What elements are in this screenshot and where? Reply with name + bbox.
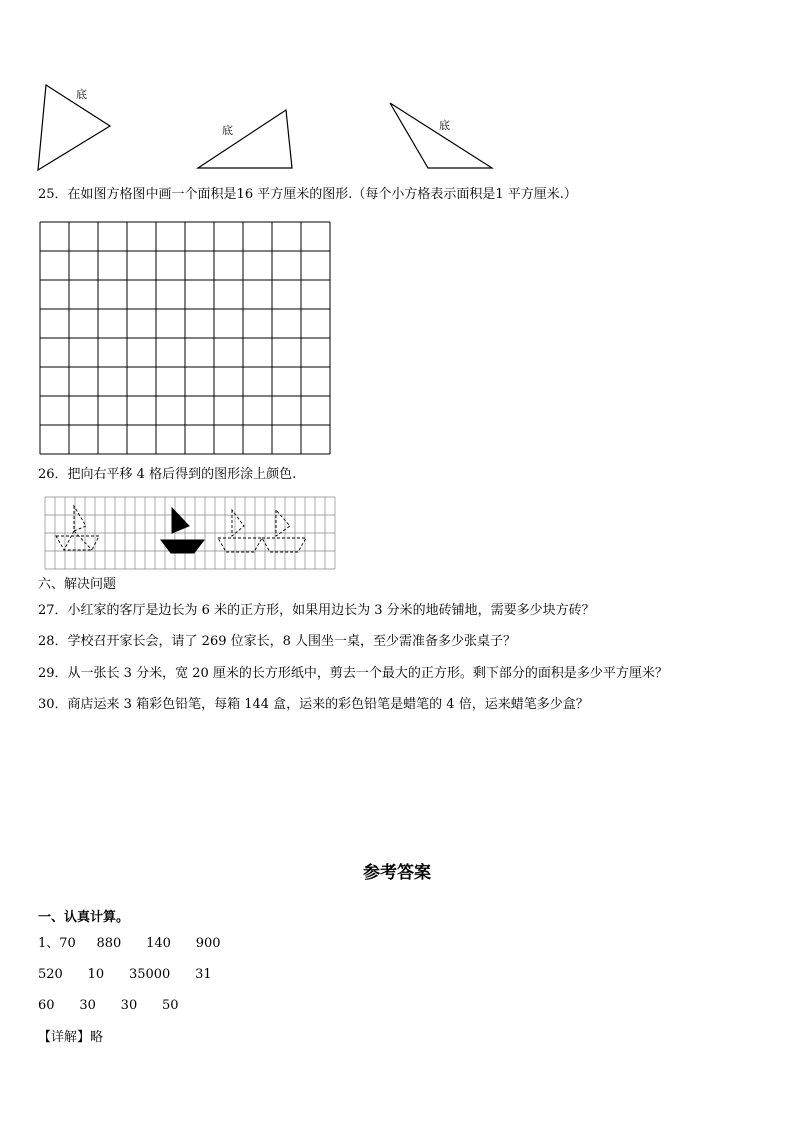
triangle-3 xyxy=(390,103,492,168)
answers-row-2: 520 10 35000 31 xyxy=(38,967,212,982)
triangle-3-base-label: 底 xyxy=(439,119,450,132)
dashed-boat-2 xyxy=(218,510,262,552)
question-29: 29．从一张长 3 分米，宽 20 厘米的长方形纸中，剪去一个最大的正方形。剩下部分的面积是多少平方厘米？ xyxy=(38,666,668,681)
triangle-2 xyxy=(198,110,292,168)
question-26: 26．把向右平移 4 格后得到的图形涂上颜色. xyxy=(38,467,297,482)
answers-section-1: 一、认真计算。 xyxy=(38,910,130,925)
answers-row-3: 60 30 30 50 xyxy=(38,998,179,1013)
question-30: 30．商店运来 3 箱彩色铅笔，每箱 144 盒，运来的彩色铅笔是蜡笔的 4 倍，运来蜡笔多少盒？ xyxy=(38,697,589,712)
triangles-figure xyxy=(0,0,794,180)
question-25: 25．在如图方格图中画一个面积是16 平方厘米的图形.（每个小方格表示面积是1 平方厘米.） xyxy=(38,187,577,202)
triangle-1-base-label: 底 xyxy=(76,88,87,101)
grid-26 xyxy=(44,496,338,572)
dashed-boat-1 xyxy=(56,506,99,550)
section-6-title: 六、解决问题 xyxy=(38,577,117,592)
answers-title: 参考答案 xyxy=(363,863,431,883)
question-27: 27．小红家的客厅是边长为 6 米的正方形，如果用边长为 3 分米的地砖铺地，需要多少块方砖？ xyxy=(38,603,595,618)
dashed-boat-3 xyxy=(262,510,306,552)
answers-row-1: 1、70 880 140 900 xyxy=(38,936,221,951)
triangle-1 xyxy=(38,85,110,170)
question-28: 28．学校召开家长会，请了 269 位家长，8 人围坐一桌，至少需准备多少张桌子？ xyxy=(38,634,517,649)
grid-25 xyxy=(39,221,333,455)
answers-detail: 【详解】略 xyxy=(38,1030,104,1045)
grid-26-lines xyxy=(45,497,335,569)
triangle-2-base-label: 底 xyxy=(222,124,233,137)
